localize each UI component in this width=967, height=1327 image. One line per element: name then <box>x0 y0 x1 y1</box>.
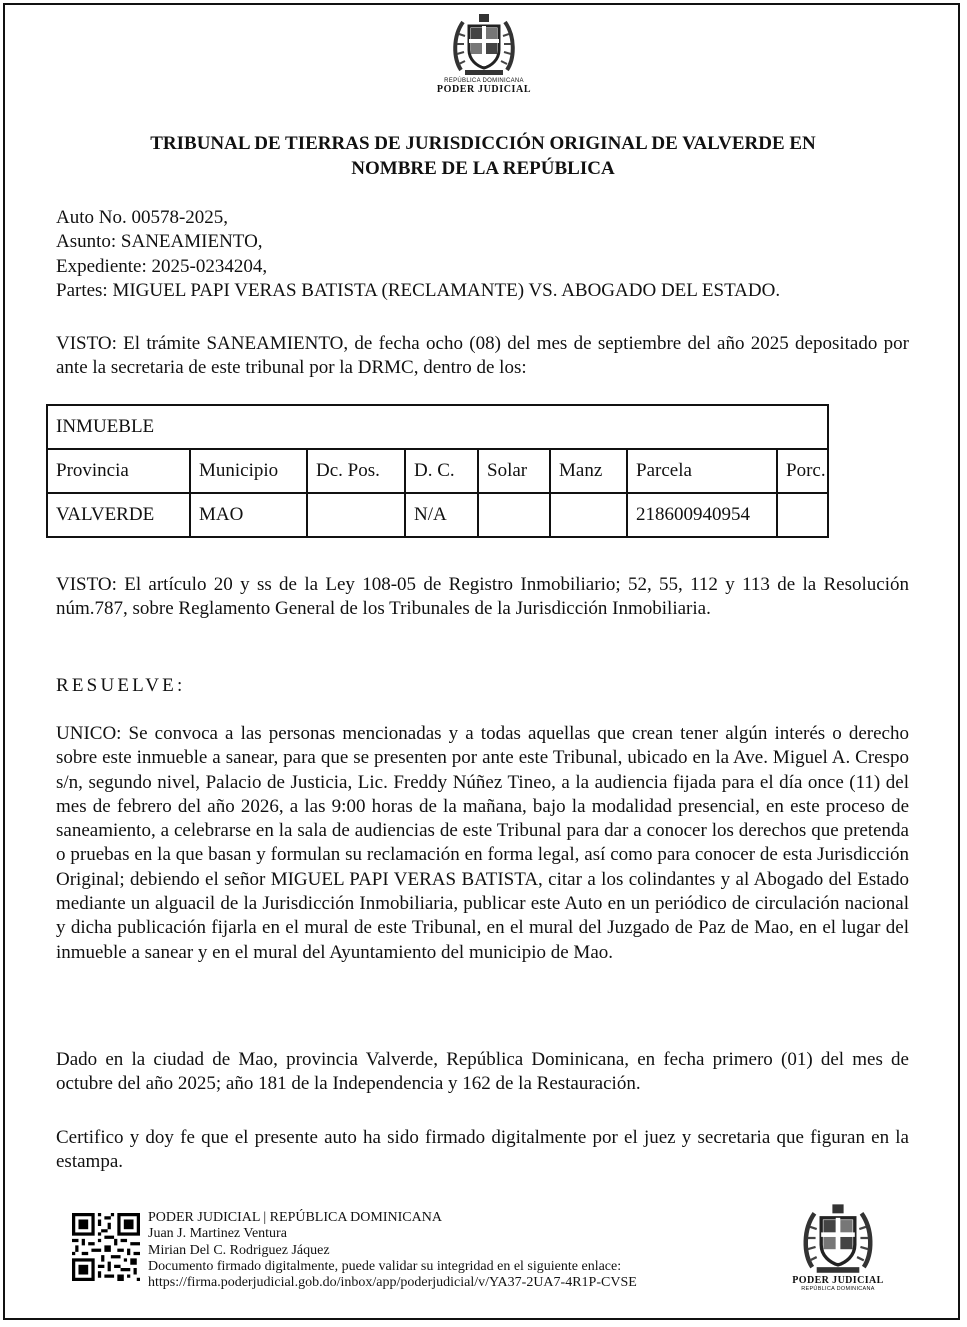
page-border <box>3 3 960 1320</box>
header-porc: Porc. <box>777 449 828 493</box>
visto-paragraph-2: VISTO: El artículo 20 y ss de la Ley 108-05 de Registro Inmobiliario; 52, 55, 112 y 113 de la Resolución núm.787, sobre Reglamento General de los Tribunales de la Jurisdicción Inmobiliaria. <box>56 574 909 620</box>
property-table <box>46 404 829 538</box>
cell-parcela: 218600940954 <box>627 493 777 537</box>
signature-notice: Documento firmado digitalmente, puede validar su integridad en el siguiente enlace: <box>148 1258 622 1274</box>
cell-solar <box>478 493 550 537</box>
header-municipio: Municipio <box>190 449 307 493</box>
signature-institution: PODER JUDICIAL | REPÚBLICA DOMINICANA <box>148 1210 442 1225</box>
cell-dc-pos <box>307 493 405 537</box>
footer-emblem-institution: PODER JUDICIAL <box>792 1275 884 1286</box>
header-provincia: Provincia <box>47 449 190 493</box>
coat-of-arms-icon <box>801 1202 875 1274</box>
title-line-1: TRIBUNAL DE TIERRAS DE JURISDICCIÓN ORIGINAL DE VALVERDE EN <box>150 133 816 154</box>
cell-porc <box>777 493 828 537</box>
table-row <box>47 493 828 537</box>
document-title <box>58 131 908 181</box>
certifico-paragraph: Certifico y doy fe que el presente auto ha sido firmado digitalmente por el juez y secretaria que figuran en la estampa. <box>56 1127 909 1173</box>
header-parcela: Parcela <box>627 449 777 493</box>
unico-paragraph: UNICO: Se convoca a las personas mencionadas y a todas aquellas que crean tener algún interés o derecho sobre este inmueble a sanear, para que se presenten por ante este Tribunal, ubicado en la Ave. Miguel A. Crespo s/n, segundo nivel, Palacio de Justicia, Lic. Freddy Núñez Tineo, a la audiencia fijada para el día once (11) del mes de febrero del año 2026, a las 9:00 horas de la mañana, bajo la modalidad presencial, en este proceso de saneamiento, a celebrarse en la sala de audiencias de este Tribunal para dar a conocer los derechos que pretenda o pruebas en la que basan y formulan su reclamación en forma legal, así como para conocer de esta Jurisdicción Original; debiendo el señor MIGUEL PAPI VERAS BATISTA, citar a los colindantes y al Abogado del Estado mediante un alguacil de la Jurisdicción Inmobiliaria, publicar este Auto en un periódico de circulación nacional y dicha publicación fijarla en el mural de este Tribunal, en el mural del Juzgado de Paz de Mao, en el lugar del inmueble a sanear y en el mural del Ayuntamiento del municipio de Mao. <box>56 723 909 963</box>
cell-manz <box>550 493 627 537</box>
emblem-country-text: REPÚBLICA DOMINICANA <box>444 78 524 84</box>
cell-dc: N/A <box>405 493 478 537</box>
signer-judge: Juan J. Martinez Ventura <box>148 1226 287 1242</box>
header-dc: D. C. <box>405 449 478 493</box>
signature-block <box>148 1210 637 1291</box>
footer-emblem-country: REPÚBLICA DOMINICANA <box>801 1286 875 1292</box>
header-dc-pos: Dc. Pos. <box>307 449 405 493</box>
partes: Partes: MIGUEL PAPI VERAS BATISTA (RECLAMANTE) VS. ABOGADO DEL ESTADO. <box>56 279 781 301</box>
header-manz: Manz <box>550 449 627 493</box>
qr-code-icon[interactable] <box>72 1213 140 1281</box>
table-heading: INMUEBLE <box>47 405 828 449</box>
validation-link[interactable]: https://firma.poderjudicial.gob.do/inbox/app/poderjudicial/v/YA37-2UA7-4R1P-CVSE <box>148 1275 637 1291</box>
cell-municipio: MAO <box>190 493 307 537</box>
cell-provincia: VALVERDE <box>47 493 190 537</box>
dado-paragraph: Dado en la ciudad de Mao, provincia Valverde, República Dominicana, en fecha primero (01) del mes de octubre del año 2025; año 181 de la Independencia y 162 de la Restauración. <box>56 1049 909 1095</box>
case-metadata <box>56 206 909 303</box>
table-heading-row <box>47 405 828 449</box>
header-solar: Solar <box>478 449 550 493</box>
title-line-2: NOMBRE DE LA REPÚBLICA <box>351 158 615 179</box>
asunto: Asunto: SANEAMIENTO, <box>56 231 263 253</box>
visto-paragraph-1: VISTO: El trámite SANEAMIENTO, de fecha ocho (08) del mes de septiembre del año 2025 depositado por ante la secretaria de este tribunal por la DRMC, dentro de los: <box>56 333 909 379</box>
table-header-row <box>47 449 828 493</box>
digital-signature-stamp <box>72 1210 902 1310</box>
signer-secretary: Mirian Del C. Rodriguez Jáquez <box>148 1242 330 1258</box>
resuelve-heading: RESUELVE: <box>56 675 186 696</box>
emblem-institution-text: PODER JUDICIAL <box>436 84 532 95</box>
coat-of-arms-icon <box>451 12 517 76</box>
poder-judicial-emblem-footer <box>788 1202 888 1292</box>
poder-judicial-emblem <box>432 12 536 95</box>
auto-number: Auto No. 00578-2025, <box>56 207 229 228</box>
expediente: Expediente: 2025-0234204, <box>56 255 268 277</box>
